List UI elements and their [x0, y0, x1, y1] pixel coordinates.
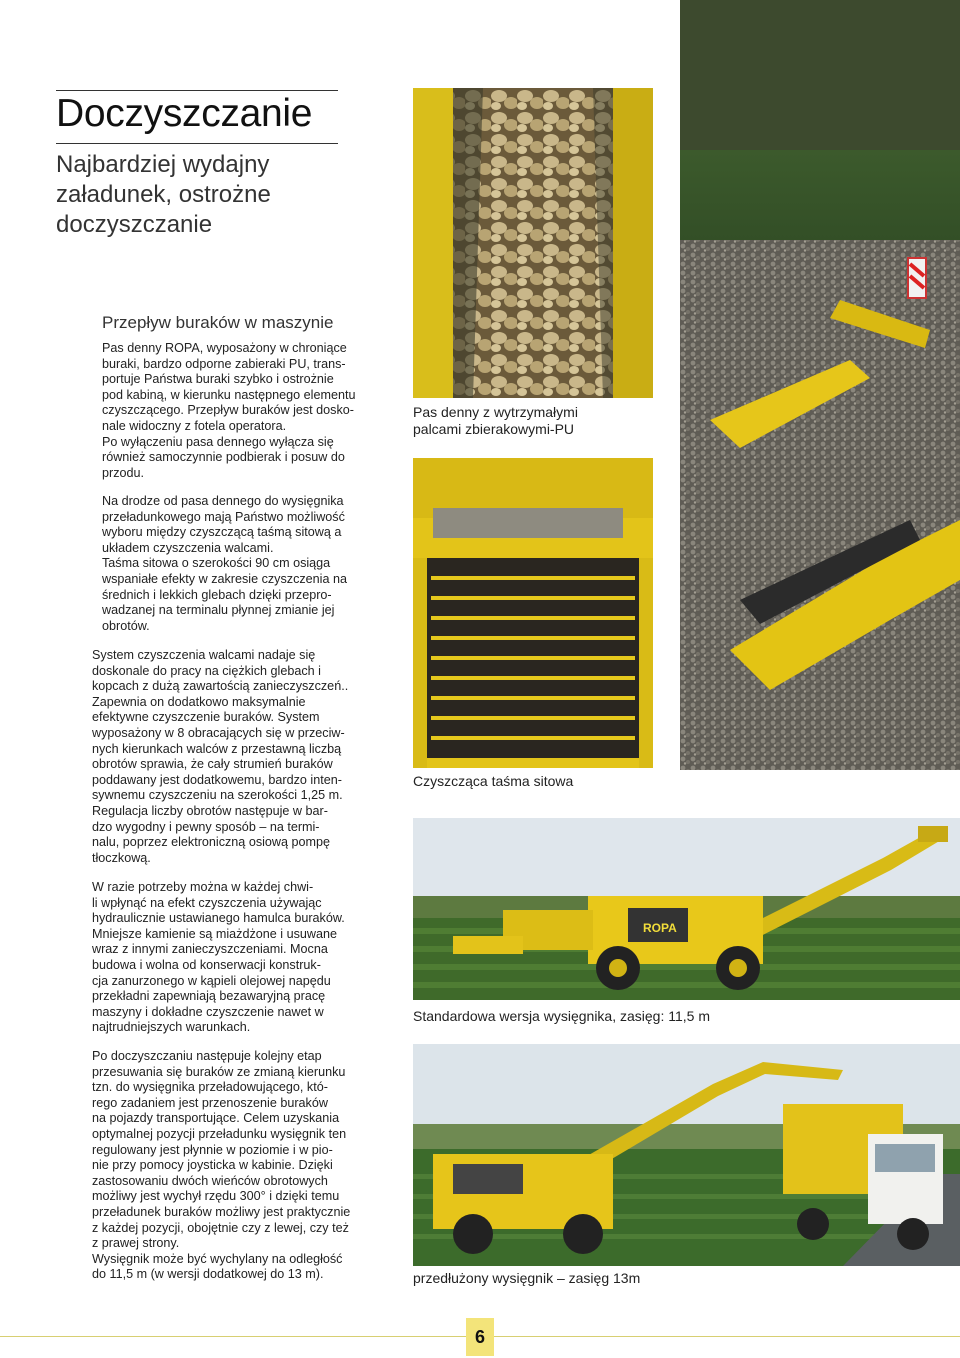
text-line: maszyny i dokładne czyszczenie nawet w: [92, 1004, 324, 1019]
text-line: Mniejsze kamienie są miażdżone i usuwane: [92, 926, 338, 941]
page-number-box: [466, 1318, 494, 1356]
text-line: możliwy jest wychył rzędu 300° i dzięki temu: [92, 1189, 340, 1204]
subtitle-line: Najbardziej wydajny: [56, 151, 270, 178]
text-line: efektywne czyszczenie buraków. System: [92, 710, 320, 725]
text-line: wadzanej na terminalu płynnej zmianie jej: [102, 603, 335, 618]
text-line: kopcach z dużą zawartością zanieczyszczeń..: [92, 679, 349, 694]
text-line: Regulacja liczby obrotów następuje w bar-: [92, 803, 328, 818]
text-line: nalu, poprzez elektroniczną osiową pompę: [92, 835, 331, 850]
text-line: sywnemu czyszczeniu na szerokości 1,25 m.: [92, 788, 343, 803]
caption-line: Pas denny z wytrzymałymi: [413, 404, 578, 420]
text-line: wraz z innymi zanieczyszczeniami. Mocna: [92, 942, 328, 957]
text-line: obrotów.: [102, 618, 150, 633]
text-line: nie przy pomocy joysticka w kabinie. Dzięki: [92, 1158, 333, 1173]
photo-standard-boom: [413, 818, 960, 1000]
title-bottom-rule: [56, 143, 338, 144]
text-line: zastosowaniu dwóch wieńców obrotowych: [92, 1173, 328, 1188]
photo-sieve-belt: [413, 458, 653, 768]
text-line: średnich i lekkich glebach dzięki przepro-: [102, 587, 332, 602]
photo-extended-boom: [413, 1044, 960, 1266]
photo-beet-field: [680, 0, 960, 770]
page-subtitle: [56, 150, 356, 240]
text-line: przekładni zapewniają bezawaryjną pracę: [92, 989, 326, 1004]
paragraph-2: [102, 494, 365, 634]
text-line: Po doczyszczaniu następuje kolejny etap: [92, 1049, 322, 1063]
paragraph-3: [92, 648, 364, 866]
text-line: rego zadaniem jest przenoszenie buraków: [92, 1095, 328, 1110]
text-line: przesuwania się buraków ze zmianą kierunku: [92, 1064, 346, 1079]
text-line: Pas denny ROPA, wyposażony w chroniące: [102, 341, 347, 355]
caption-floor-belt: [413, 404, 578, 438]
title-top-rule: [56, 90, 338, 91]
text-line: tłoczkową.: [92, 850, 151, 865]
text-line: doskonale do pracy na ciężkich glebach i: [92, 663, 321, 678]
text-line: najtrudniejszych warunkach.: [92, 1020, 251, 1035]
brand-logo: ROPA: [643, 921, 677, 935]
text-line: na pojazdy transportujące. Celem uzyskania: [92, 1111, 340, 1126]
text-line: Taśma sitowa o szerokości 90 cm osiąga: [102, 556, 331, 571]
subtitle-line: załadunek, ostrożne: [56, 181, 271, 208]
text-line: również samoczynnie podbierak i posuw do: [102, 450, 345, 465]
text-line: Zapewnia on dodatkowo maksymalnie: [92, 694, 306, 709]
subtitle-line: doczyszczanie: [56, 211, 213, 238]
paragraph-1: [102, 341, 365, 481]
text-line: optymalnej pozycji przeładunku wysięgnik ten: [92, 1126, 347, 1141]
page-number: 6: [474, 1327, 485, 1347]
text-line: hydraulicznie ustawianego hamulca buraków.: [92, 911, 345, 926]
text-line: przeładunek buraków możliwy jest praktycznie: [92, 1204, 351, 1219]
paragraph-4: [92, 880, 364, 1036]
text-line: wspaniałe efekty w zakresie czyszczenia na: [102, 571, 347, 586]
text-line: cja zanurzonego w kąpieli olejowej napędu: [92, 973, 331, 988]
caption-sieve-belt: Czyszcząca taśma sitowa: [413, 773, 574, 789]
text-line: układem czyszczenia walcami.: [102, 540, 274, 555]
text-line: pod kabiną, w kierunku następnego elementu: [102, 387, 356, 402]
caption-standard-boom: Standardowa wersja wysięgnika, zasięg: 11,5 m: [413, 1008, 711, 1024]
text-line: regulowany jest płynnie w poziomie i w pio-: [92, 1142, 333, 1157]
text-line: z prawej strony.: [92, 1236, 180, 1251]
text-line: obrotów sprawia, że cały strumień buraków: [92, 757, 333, 772]
caption-line: palcami zbierakowymi-PU: [413, 421, 575, 437]
section-heading: Przepływ buraków w maszynie: [102, 313, 334, 332]
text-line: poddawany jest dodatkowemu, bardzo inten-: [92, 772, 342, 787]
text-line: dzo wygodny i pewny sposób – na termi-: [92, 819, 320, 834]
text-line: Na drodze od pasa dennego do wysięgnika: [102, 494, 344, 508]
text-line: Wysięgnik może być wychylany na odległość: [92, 1251, 343, 1266]
text-line: nale widoczny z fotela operatora.: [102, 418, 287, 433]
text-line: Po wyłączeniu pasa dennego wyłącza się: [102, 434, 334, 449]
text-line: tzn. do wysięgnika przeładowującego, któ-: [92, 1080, 328, 1095]
text-line: li wpłynąć na efekt czyszczenia używając: [92, 895, 322, 910]
photo-floor-belt-beets: [413, 88, 653, 398]
text-line: wyboru między czyszczącą taśmą sitową a: [102, 525, 342, 540]
text-line: wyposażony w 8 obracających się w przeciw-: [92, 725, 345, 740]
text-line: System czyszczenia walcami nadaje się: [92, 648, 316, 662]
text-line: nych kierunkach walców z przestawną liczbą: [92, 741, 342, 756]
caption-extended-boom: przedłużony wysięgnik – zasięg 13m: [413, 1270, 641, 1286]
text-line: W razie potrzeby można w każdej chwi-: [92, 880, 314, 894]
text-line: budowa i wolna od konserwacji konstruk-: [92, 957, 321, 972]
text-line: przeładunkowego mają Państwo możliwość: [102, 509, 345, 524]
text-line: portuje Państwa buraki szybko i ostrożnie: [102, 372, 334, 387]
paragraph-5: [92, 1049, 364, 1283]
text-line: do 11,5 m (w wersji dodatkowej do 13 m).: [92, 1267, 324, 1282]
text-line: przodu.: [102, 465, 145, 480]
page-title: Doczyszczanie: [56, 92, 313, 135]
text-line: buraki, bardzo odporne zabieraki PU, trans-: [102, 356, 346, 371]
text-line: z każdej pozycji, obojętnie czy z lewej, czy też: [92, 1220, 349, 1235]
text-line: czyszczącego. Przepływ buraków jest dosko-: [102, 403, 354, 418]
